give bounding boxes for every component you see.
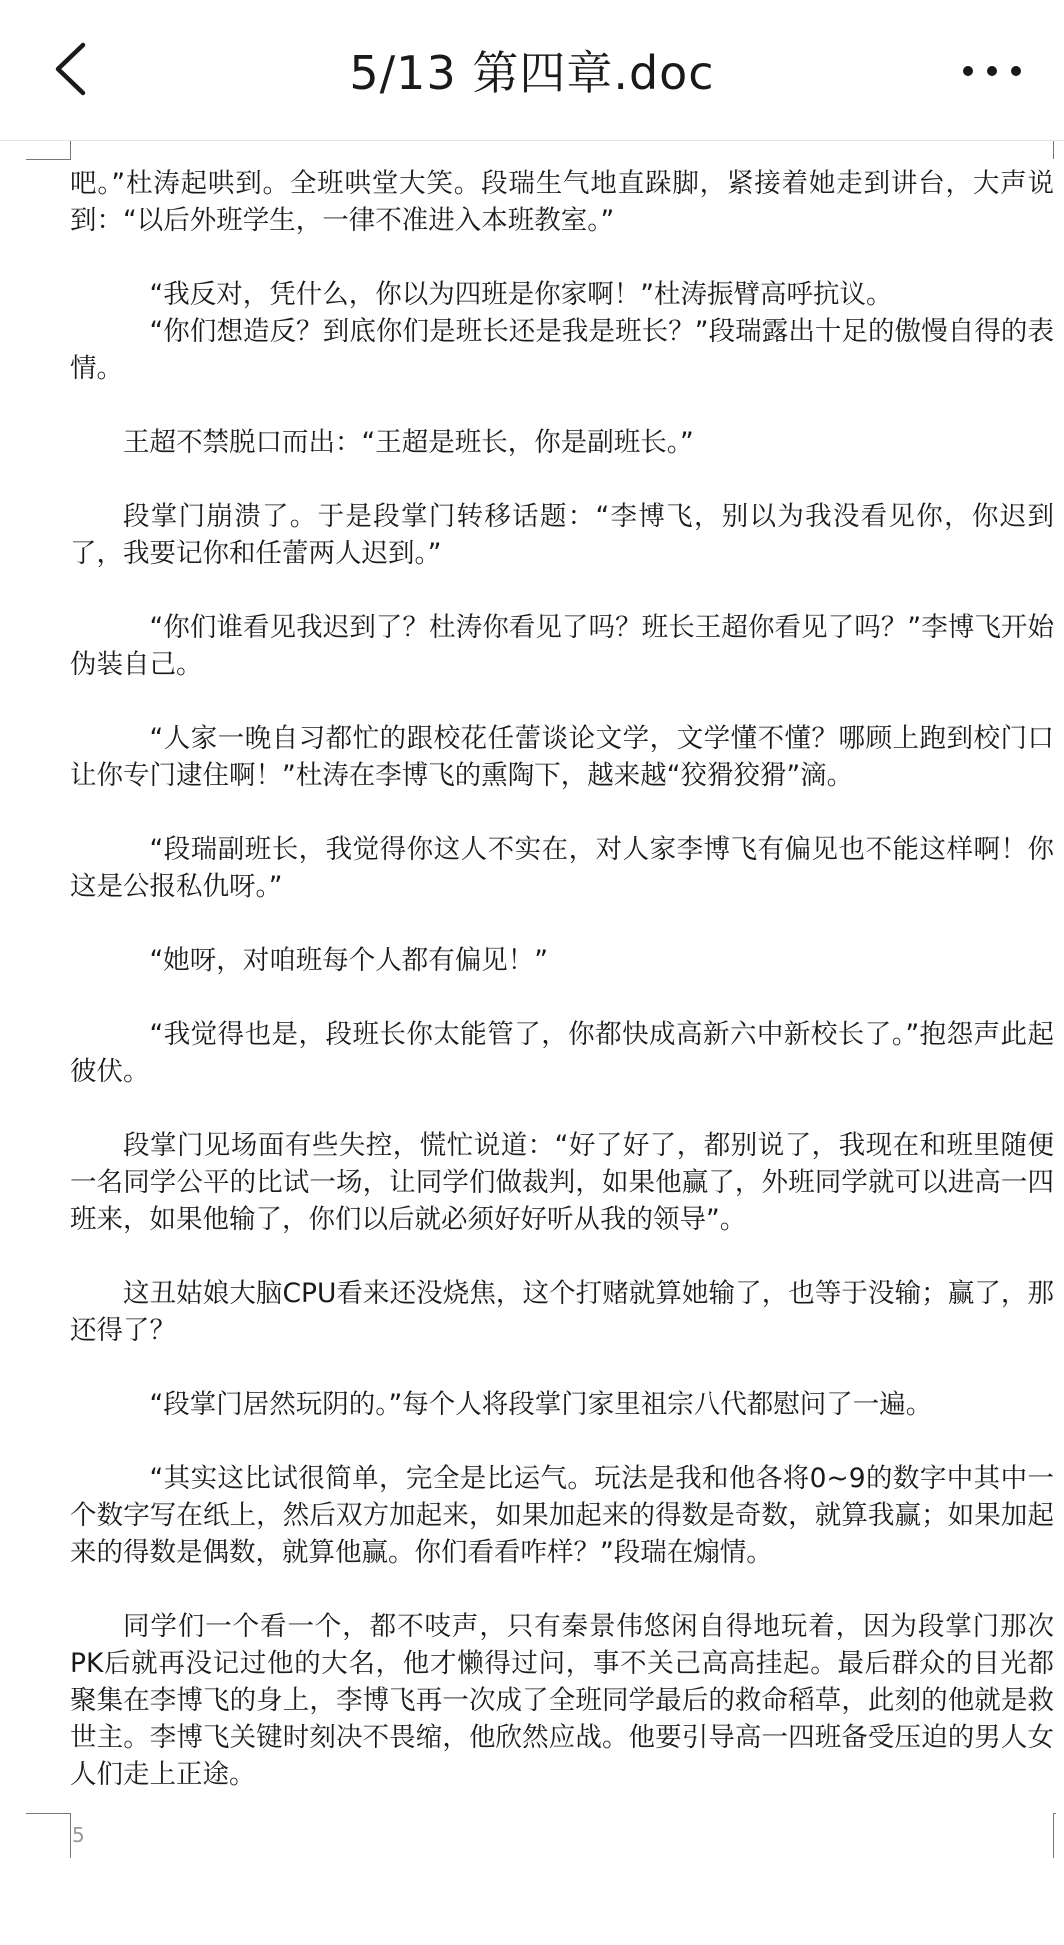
paragraph: “她呀，对咱班每个人都有偏见！”: [149, 945, 548, 976]
paragraph: “其实这比试很简单，完全是比运气。玩法是我和他各将0~9的数字中其中一个数字写在纸上，然后双方加起来，如果加起来的得数是奇数，就算我赢；如果加起来的得数是偶数，就算他赢。你们看看咋样？”段瑞在煽情。: [70, 1463, 1054, 1568]
paragraph: 同学们一个看一个，都不吱声，只有秦景伟悠闲自得地玩着，因为段掌门那次PK后就再没记过他的大名，他才懒得过问，事不关己高高挂起。最后群众的目光都聚集在李博飞的身上，李博飞再一次成了全班同学最后的救命稻草，此刻的他就是救世主。李博飞关键时刻决不畏缩，他欣然应战。他要引导高一四班备受压迫的男人女人们走上正途。: [70, 1611, 1054, 1790]
page-number: 5: [72, 1823, 85, 1847]
paragraph: “段掌门居然玩阴的。”每个人将段掌门家里祖宗八代都慰问了一遍。: [149, 1389, 933, 1420]
paragraph: “人家一晚自习都忙的跟校花任蕾谈论文学，文学懂不懂？哪顾上跑到校门口让你专门逮住啊！”杜涛在李博飞的熏陶下，越来越“狡猾狡猾”滴。: [70, 723, 1054, 791]
more-horizontal-icon: [963, 66, 1021, 76]
paragraph: “我反对，凭什么，你以为四班是你家啊！”杜涛振臂高呼抗议。: [149, 279, 893, 310]
paragraph: “我觉得也是，段班长你太能管了，你都快成高新六中新校长了。”抱怨声此起彼伏。: [70, 1019, 1054, 1087]
paragraph: “段瑞副班长，我觉得你这人不实在，对人家李博飞有偏见也不能这样啊！你这是公报私仇呀。”: [70, 834, 1054, 902]
more-options-button[interactable]: [942, 36, 1042, 106]
page-corner-mark: [26, 141, 71, 160]
page-corner-mark: [26, 1813, 71, 1858]
app-header: [0, 0, 1064, 141]
document-title: 5/13 第四章.doc: [349, 46, 715, 100]
paragraph: 段掌门崩溃了。于是段掌门转移话题：“李博飞，别以为我没看见你，你迟到了，我要记你和任蕾两人迟到。”: [70, 501, 1054, 569]
paragraph: 这丑姑娘大脑CPU看来还没烧焦，这个打赌就算她输了，也等于没输；赢了，那还得了？: [70, 1278, 1054, 1346]
document-body: [70, 165, 1054, 1830]
paragraph: 王超不禁脱口而出：“王超是班长，你是副班长。”: [123, 427, 694, 458]
paragraph: 吧。”杜涛起哄到。全班哄堂大笑。段瑞生气地直跺脚，紧接着她走到讲台，大声说到：“以后外班学生，一律不准进入本班教室。”: [70, 168, 1054, 236]
paragraph: “你们谁看见我迟到了？杜涛你看见了吗？班长王超你看见了吗？”李博飞开始伪装自己。: [70, 612, 1054, 680]
document-page[interactable]: [0, 141, 1064, 1945]
paragraph: “你们想造反？到底你们是班长还是我是班长？”段瑞露出十足的傲慢自得的表情。: [70, 316, 1054, 384]
paragraph: 段掌门见场面有些失控，慌忙说道：“好了好了，都别说了，我现在和班里随便一名同学公平的比试一场，让同学们做裁判，如果他赢了，外班同学就可以进高一四班来，如果他输了，你们以后就必须好好听从我的领导”。: [70, 1130, 1054, 1235]
page-corner-mark: [1053, 1813, 1056, 1858]
page-corner-mark: [1053, 141, 1056, 159]
